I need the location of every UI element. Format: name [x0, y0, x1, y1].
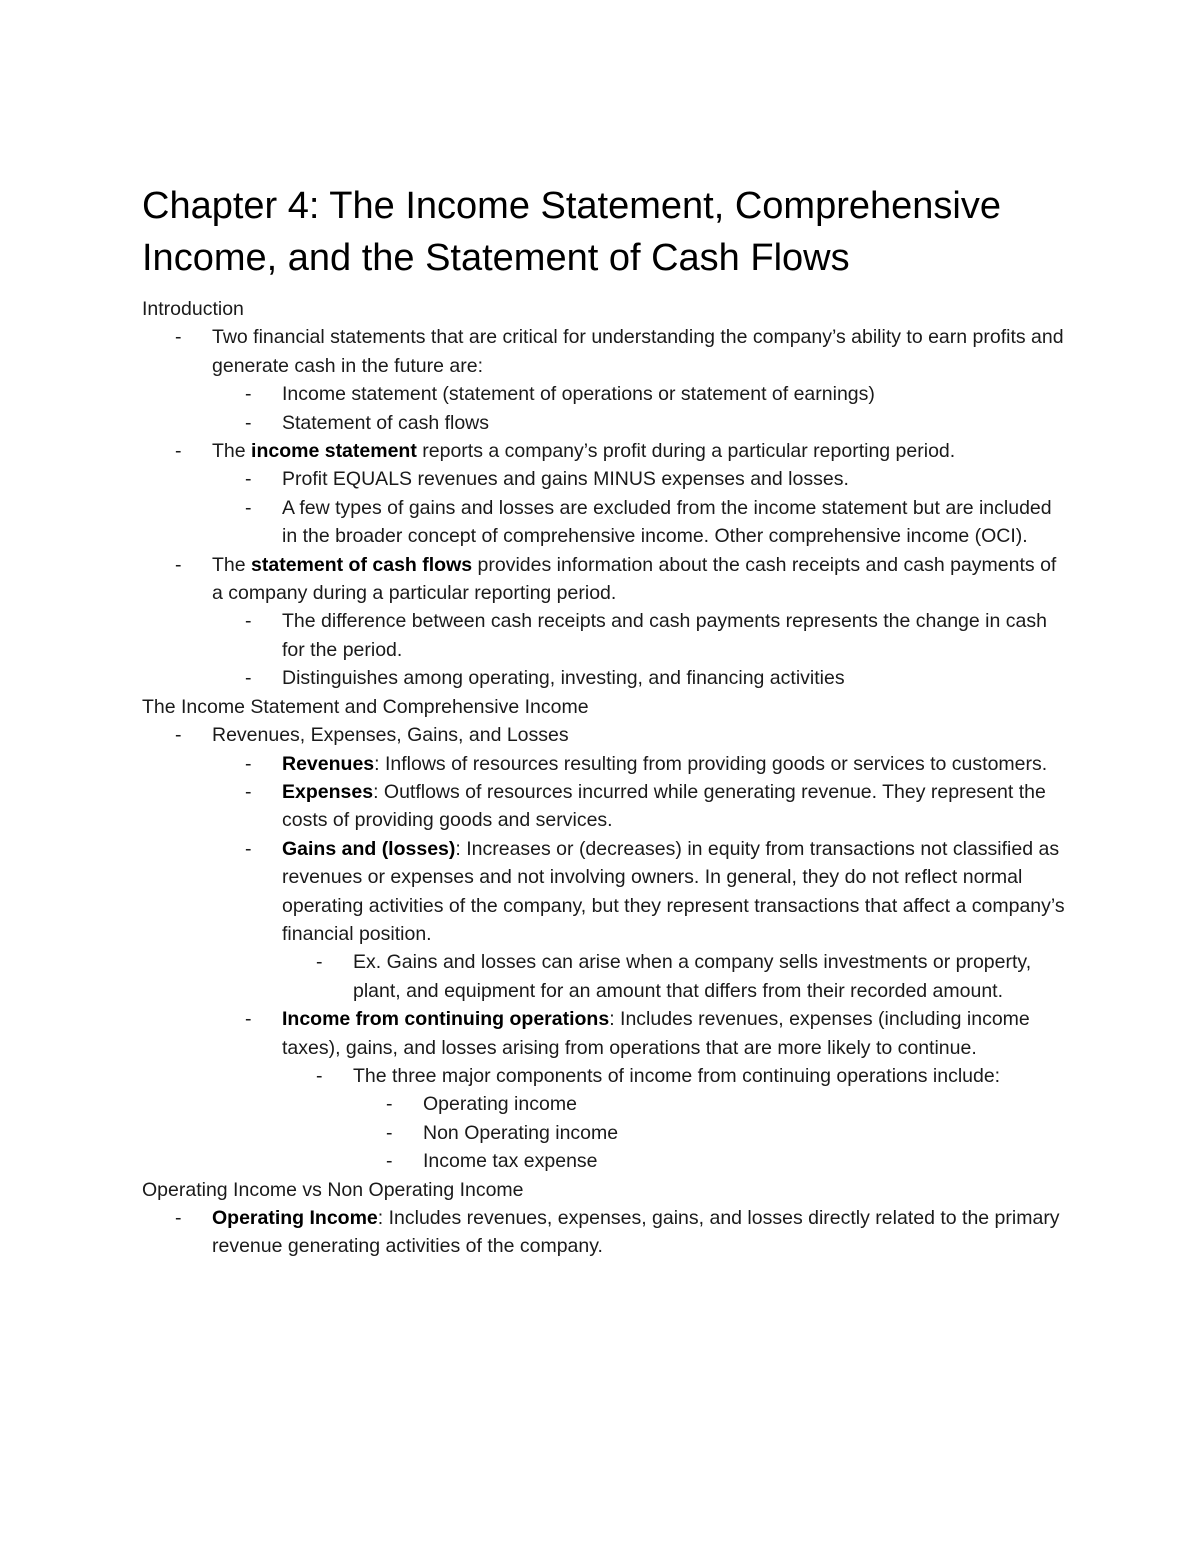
bullet-dash: -: [386, 1093, 393, 1116]
list-item-text: Revenues, Expenses, Gains, and Losses: [212, 724, 569, 747]
list-item: [0, 494, 1072, 551]
list-item-text: Profit EQUALS revenues and gains MINUS expenses and losses.: [282, 468, 849, 491]
list-item: [0, 750, 1072, 778]
term-revenues: Revenues: [282, 752, 375, 775]
list-item-text: Two financial statements that are critical for understanding the company’s ability to earn profits and generate cash in the future are:: [212, 326, 1064, 377]
term-operating-income: Operating Income: [212, 1207, 378, 1229]
list-item: [0, 664, 1072, 692]
document-body: [0, 295, 1200, 1261]
bullet-dash: -: [386, 1121, 393, 1144]
term-gains-and-losses: Gains and (losses): [282, 837, 456, 860]
definition-text: : Includes revenues, expenses, gains, and losses directly related to the primary revenue generating activities of the company.: [212, 1207, 1060, 1258]
bullet-dash: -: [245, 496, 252, 519]
bullet-dash: -: [175, 553, 182, 576]
bullet-dash: -: [175, 440, 182, 463]
list-item-text-suffix: reports a company’s profit during a particular reporting period.: [416, 440, 956, 463]
bullet-dash: -: [245, 610, 252, 633]
bullet-dash: -: [245, 1008, 252, 1031]
list-item-text-suffix: provides information about the cash receipts and cash payments of a company during a particular reporting period.: [212, 553, 1057, 605]
term-income-statement: income statement: [251, 440, 417, 463]
list-item: [0, 437, 1072, 465]
bullet-dash: -: [316, 951, 323, 974]
section-heading-introduction: Introduction: [142, 298, 244, 320]
list-item: [0, 948, 1073, 1005]
definition-text: : Inflows of resources resulting from providing goods or services to customers.: [374, 752, 1048, 775]
definition-text: : Includes revenues, expenses (including income taxes), gains, and losses arising from operations that are more likely to continue.: [282, 1008, 1030, 1059]
term-expenses: Expenses: [282, 780, 374, 803]
bullet-dash: -: [316, 1064, 323, 1087]
list-item-text: The three major components of income from continuing operations include:: [353, 1064, 1001, 1087]
list-item-text: Distinguishes among operating, investing, and financing activities: [282, 667, 845, 690]
list-item: [0, 551, 1072, 608]
term-statement-of-cash-flows: statement of cash flows: [251, 553, 473, 576]
bullet-dash: -: [245, 752, 252, 775]
list-item: [0, 409, 1072, 437]
list-item-text-prefix: The: [212, 440, 252, 463]
list-item-text: The difference between cash receipts and cash payments represents the change in cash for the period.: [282, 610, 1047, 661]
list-item: [0, 1204, 1072, 1261]
list-item-text: Income tax expense: [423, 1150, 598, 1173]
bullet-dash: -: [245, 383, 252, 406]
list-item-text: A few types of gains and losses are excluded from the income statement but are included in the broader concept of comprehensive income. Other comprehensive income (OCI).: [282, 496, 1052, 548]
list-item: [0, 1119, 1073, 1147]
bullet-dash: -: [245, 468, 252, 491]
bullet-dash: -: [175, 724, 182, 747]
section-heading-operating-income: Operating Income vs Non Operating Income: [142, 1178, 524, 1201]
list-item: [0, 778, 1072, 835]
list-item: [0, 323, 1072, 380]
bullet-dash: -: [386, 1150, 393, 1173]
list-item: [0, 835, 1072, 949]
list-item: [0, 1005, 1072, 1062]
list-item-text: Operating income: [423, 1093, 577, 1116]
list-item: [0, 380, 1072, 408]
list-item: [0, 607, 1072, 664]
page-title: Chapter 4: The Income Statement, Comprehensive Income, and the Statement of Cash Flows: [142, 185, 1001, 279]
bullet-dash: -: [175, 326, 182, 349]
list-item: [0, 721, 1072, 749]
section-heading-income-statement: The Income Statement and Comprehensive Income: [142, 695, 589, 718]
bullet-dash: -: [175, 1207, 182, 1229]
bullet-dash: -: [245, 780, 252, 803]
term-income-from-continuing-operations: Income from continuing operations: [282, 1008, 610, 1031]
definition-text: : Outflows of resources incurred while generating revenue. They represent the costs of providing goods and services.: [282, 780, 1046, 832]
list-item-text: Income statement (statement of operations or statement of earnings): [282, 383, 875, 406]
bullet-dash: -: [245, 411, 252, 434]
bullet-dash: -: [245, 667, 252, 690]
list-item: [0, 465, 1072, 493]
list-item: [0, 1147, 1073, 1175]
list-item: [0, 1062, 1073, 1090]
list-item-text: Non Operating income: [423, 1121, 619, 1144]
list-item-text: Ex. Gains and losses can arise when a company sells investments or property, plant, and equipment for an amount that differs from their recorded amount.: [353, 951, 1032, 1002]
definition-text: : Increases or (decreases) in equity from transactions not classified as revenues or expenses and not involving owners. In general, they do not reflect normal operating activities of the company, but they represent transactions that affect a company’s financial position.: [282, 837, 1065, 945]
bullet-dash: -: [245, 837, 252, 860]
list-item-text-prefix: The: [212, 553, 252, 576]
list-item: [0, 1090, 1073, 1118]
list-item-text: Statement of cash flows: [282, 411, 490, 434]
